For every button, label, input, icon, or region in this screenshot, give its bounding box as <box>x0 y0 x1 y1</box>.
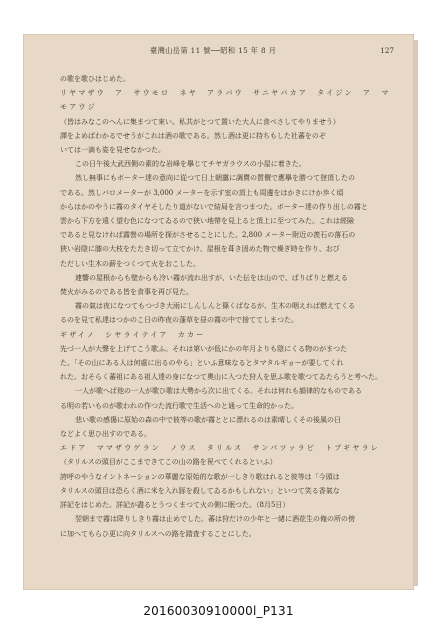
text-line: た。「その山にある人は何處に出るのやら」といふ意味なるとタマタルギョーが要してくれ <box>60 359 344 368</box>
text-line: などよく思ひ出すのである。 <box>60 430 151 439</box>
text-line: 譯をよめばわかるでせうがこれは酒の歌である。然し酒は更に持ちもした社蕃をのぞ <box>60 131 326 140</box>
text-line: （タリルスの頭目がここまできてこの山の路を祝べてくれるといふ） <box>60 458 277 467</box>
text-line: ただしい生木の薪をつくつて火をおこした。 <box>60 259 200 268</box>
text-line: 霧の氣は夜になつてもつづき大雨にしんしんと篠くばなるが、生木の咽えれば燃えてくる <box>68 302 355 311</box>
text-line: れた。おそらく蕃祖にある祖人達の身になつて奧山に入つた狩人を思ふ歌を歌つてゐたらうと考へた。 <box>60 373 382 382</box>
text-line: いては一滴も姿を見せなかつた。 <box>60 146 165 155</box>
text-line: 先づ一人が大聲を上げてこう歌ふ。それは第いが低にかの年月よりも陰にくる物のがまつた <box>60 344 348 353</box>
journal-line: 臺灣山岳第 11 號──昭和 15 年 8 月 <box>150 46 277 55</box>
text-line: 雲から下方を遠く望む色になつてゐるので狭い地帶を見上ると頂上に至つてみた。これは經險 <box>60 217 354 226</box>
text-line: この日午後大武西側の素的な岩峰を擧じてチヤガラウスの小屋に着きた。 <box>68 160 306 169</box>
page-edge <box>414 40 418 586</box>
text-line: 翌朝まで霧は降りしきり霧は止めでした。蕃は狩だけの少年と一緒に酒花生の俺の所の傍 <box>68 515 355 524</box>
body-text <box>60 72 398 577</box>
text-line: 然し無事にもボーター達の意向に從つて日上朝靄に調賣の質價で應擧を勝つて登頂したの <box>68 174 355 183</box>
text-line: ギザイノ シヤライテイア カカー <box>60 330 206 339</box>
text-line: であると見なければ露營の場所を探がさせることにした。2,800 メーター附近の羨石の落石の <box>60 231 356 240</box>
text-line: （皆はみなこのへんに集まつて來い。私共がとつて置いた大人に食べさしてやりませう） <box>60 117 340 126</box>
text-line: の歌を歌ひはじめた。 <box>60 75 130 83</box>
text-line: 一人が歌へば他の一人が歌ひ歌は大勢から次に出てくる。それは何れも韻律的なものである <box>68 387 362 396</box>
text-line: からはかのやうに霧のタイヤそしたり道がないで結局を言つまつた。ボーター達の作り出しの霧と <box>60 202 368 211</box>
text-line: 焚火がみるのである皆を食事を再び見た。 <box>60 288 193 297</box>
text-line: に加へてもらひ更に向タリルスへの路を踏査することにした。 <box>60 529 256 538</box>
text-line: である。然しバロメーターが 3,000 メーターを示す室の頂上も周邊をはかきにけか歩く頃 <box>60 188 344 197</box>
page-number: 127 <box>380 46 394 55</box>
text-line: リヤマザウ ア サウモロ ネヤ アラバウ サニヤバカア タイジン ア マモアウジ <box>60 89 391 112</box>
text-line: る明の若いものが歌われの作つた流行歌で生活へのと通って生命的かった。 <box>60 401 298 410</box>
image-caption: 20160030910000l_P131 <box>143 604 294 618</box>
text-line: 狹い岩陰に膝の大枝をたたき切って立てかけ、屋根を葺き固めた物で燥ぎ時を作り、おび <box>60 245 340 254</box>
text-line: エドア ママザウゲラン ノウス タリルス サンパツァラビ トブギヤラレ <box>60 444 380 453</box>
text-line: るのを見て私達はつかのこ日の昨夜の蓬草を昼の霧の中で捨ててしまつた。 <box>60 316 298 325</box>
running-header <box>60 44 398 58</box>
text-line: 悲い歌の感傷に原始の森の中で彼等の歌が霧ととに漂れるのは素晴しくその後風の日 <box>68 415 341 424</box>
text-line: タリルスの頭目は恐らく酒に米を入れ豚を殺してゐるかもしれない」といつて笑る香氣な <box>60 486 340 495</box>
text-line: 詳記をはじめた。詳記が盡るとうつくまつて火の側に眠つた。（8月5日） <box>60 501 290 510</box>
text-line: 誇呼のやうなイントネーションの華麗な原始的な歌が一しきり歌はれると彼等は「今頭は <box>60 472 340 481</box>
text-line: 連響の屋根からも壁からも冷い霧が流れ出すが、いた伝をは山ので、ばりばりと燃える <box>68 273 348 282</box>
